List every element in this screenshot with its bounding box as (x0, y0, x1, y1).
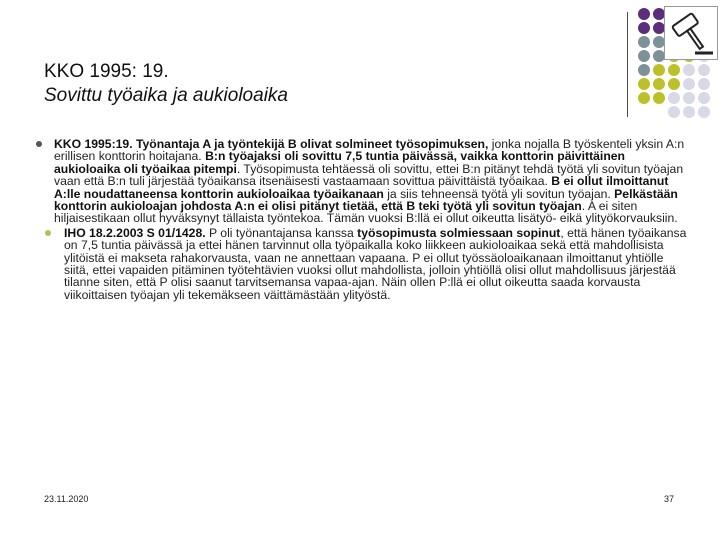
text: . A ei siten hiljaisestikaan ollut hyväksynyt tällaista työntekoa. Tämän vuoksi B:llä ei ollut oikeutta lisätyö- eikä ylityökorvauksiin. (54, 199, 678, 226)
text-bold: B ei ollut ilmoittanut A:lle noudattaneensa konttorin aukioloaikaa työaikanaan (54, 174, 669, 201)
slide-title (44, 60, 288, 108)
text: , että hänen työaikansa on 7,5 tuntia päivässä ja ettei hänen tarvinnut olla työpaikalla koko liikkeen aukioloaikaa sekä että mahdollisista ylitöistä ei makseta rahakorvausta, vaan ne annettaan vapaana. P ei ollut työssäoloaikanaan ilmoittanut yhtiölle siitä, ettei vapaiden pitäminen työtehtävien vuoksi ollut mahdollista, jolloin yhtiöllä olisi ollut mahdollisuus järjestää tilanne siten, että P olisi saanut tarvitsemansa vapaa-ajan. Näin ollen P:llä ei ollut oikeutta saada korvausta viikoittaisen työajan yli tekemäkseen väittämästään ylityöstä. (64, 225, 687, 302)
decorative-dot (698, 78, 710, 90)
text: ja siis tehneensä työtä yli sovitun työajan. (383, 186, 615, 201)
text-bold: KKO 1995:19. Työnantaja A ja työntekijä B olivat solmineet työsopimuksen, (54, 137, 489, 151)
decorative-dot (698, 106, 710, 118)
decorative-dot (638, 78, 650, 90)
decorative-dot (638, 50, 650, 62)
decorative-dot (638, 22, 650, 34)
decorative-dot (683, 106, 695, 118)
text: . Työsopimusta tehtäessä oli sovittu, ettei B:n pitänyt tehdä työtä yli sovitun työajan vaan että B:n tuli järjestää työaikansa itsenäisesti vastaamaan sovittua päivittäistä työaikaa. (54, 161, 684, 189)
bullet-dot-icon (36, 141, 42, 147)
decorative-dot (698, 64, 710, 76)
text: jonka nojalla B työskenteli yksin A:n erillisen konttorin hoitajana. (54, 137, 685, 164)
gavel-icon (664, 6, 718, 60)
decorative-dot (683, 78, 695, 90)
decorative-dot (698, 92, 710, 104)
decorative-dot (668, 78, 680, 90)
footer-date: 23.11.2020 (44, 494, 89, 504)
text-bold: IHO 18.2.2003 S 01/1428. (64, 225, 206, 240)
sub-bullet-iho-2003 (36, 227, 690, 301)
decorative-dot (653, 64, 665, 76)
decorative-dot (683, 64, 695, 76)
text-bold: B:n työajaksi oli sovittu 7,5 tuntia päivässä, vaikka konttorin päivittäinen aukioloaika oli työaikaa pitempi (54, 149, 625, 176)
text: P oli työnantajansa kanssa (205, 225, 358, 240)
title-line-1: KKO 1995: 19. (44, 61, 169, 82)
decorative-dot (653, 78, 665, 90)
decorative-dot (668, 106, 680, 118)
decorative-dot (638, 8, 650, 20)
decorative-dot (668, 92, 680, 104)
page-number: 37 (664, 494, 675, 504)
text-bold: työsopimusta solmiessaan sopinut (357, 225, 561, 240)
slide-body (36, 138, 690, 301)
decorative-dot (638, 36, 650, 48)
title-line-2: Sovittu työaika ja aukioloaika (44, 85, 288, 106)
decorative-dot (653, 92, 665, 104)
decorative-dot (638, 92, 650, 104)
text-bold: Pelkästään konttorin aukioloajan johdosta A:n ei olisi pitänyt tietää, että B teki työtä yli sovitun työajan (54, 186, 678, 214)
decorative-dot (668, 64, 680, 76)
divider-line (627, 12, 628, 117)
decorative-dot (683, 92, 695, 104)
sub-bullet-dot-icon (45, 230, 51, 236)
gavel-icon-graphic (665, 7, 717, 59)
bullet-kko-1995-19 (36, 138, 690, 225)
decorative-dot (638, 64, 650, 76)
